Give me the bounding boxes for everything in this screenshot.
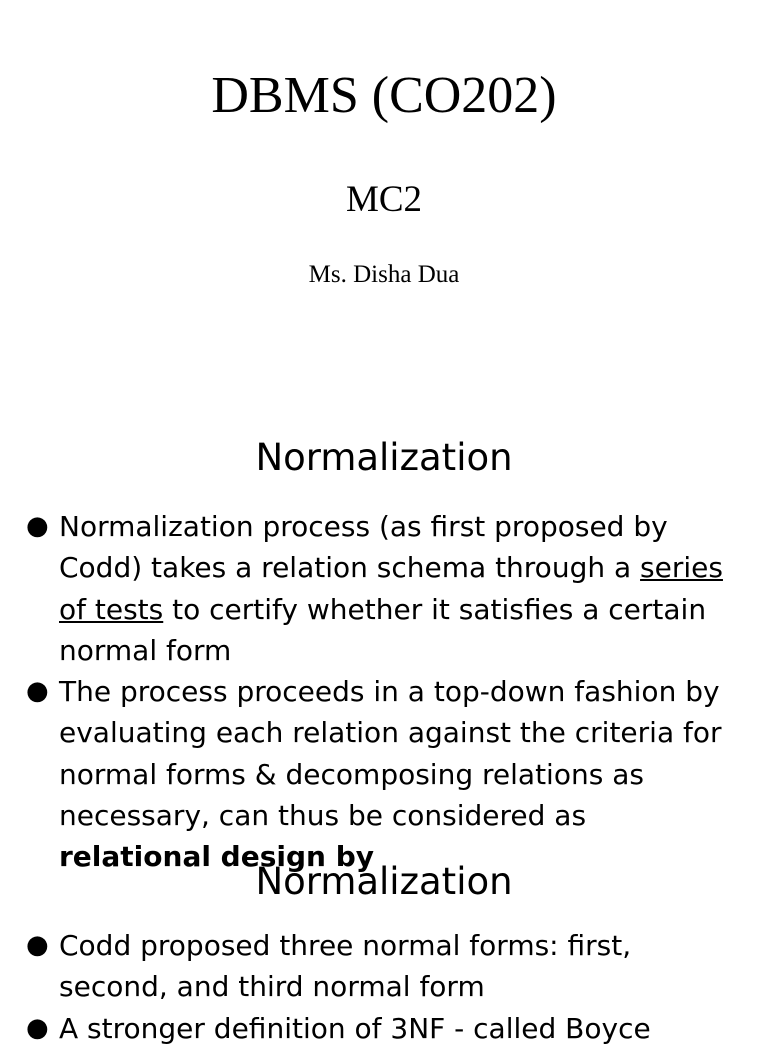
bullet-text: Normalization process (as first proposed by Codd) takes a relation schema through a [59,510,668,585]
normalization-slide-2 [0,860,768,1045]
bullet-dot-icon: ● [26,676,49,707]
bullet-text: The process proceeds in a top-down fashion by evaluating each relation against the criteria for normal forms & decomposing relations as necessary, can thus be considered as [59,675,722,833]
title-slide [0,0,768,410]
bullet-list [0,506,768,878]
bullet-dot-icon: ● [26,511,49,541]
underlined-text: series of tests [59,551,723,626]
bold-text: relational design by [59,840,374,874]
course-author: Ms. Disha Dua [308,261,460,288]
bullet-list [0,925,768,1049]
slide-heading: Normalization [255,860,513,903]
bullet-item [0,925,768,1008]
slide-heading: Normalization [255,436,513,479]
bullet-dot-icon: ● [26,930,49,960]
course-title: DBMS (CO202) [211,67,557,124]
course-subtitle: MC2 [345,179,423,220]
bullet-item [0,671,768,877]
bullet-dot-icon: ● [26,1012,49,1043]
bullet-item [0,506,768,671]
normalization-slide-1 [0,410,768,874]
bullet-item [0,1008,768,1049]
bullet-text: to certify whether it satisfies a certain normal form [59,592,707,667]
bullet-text: Codd proposed three normal forms: first, second, and third normal form [59,929,632,1004]
bullet-text: A stronger definition of 3NF - called Boyce [59,1011,651,1045]
